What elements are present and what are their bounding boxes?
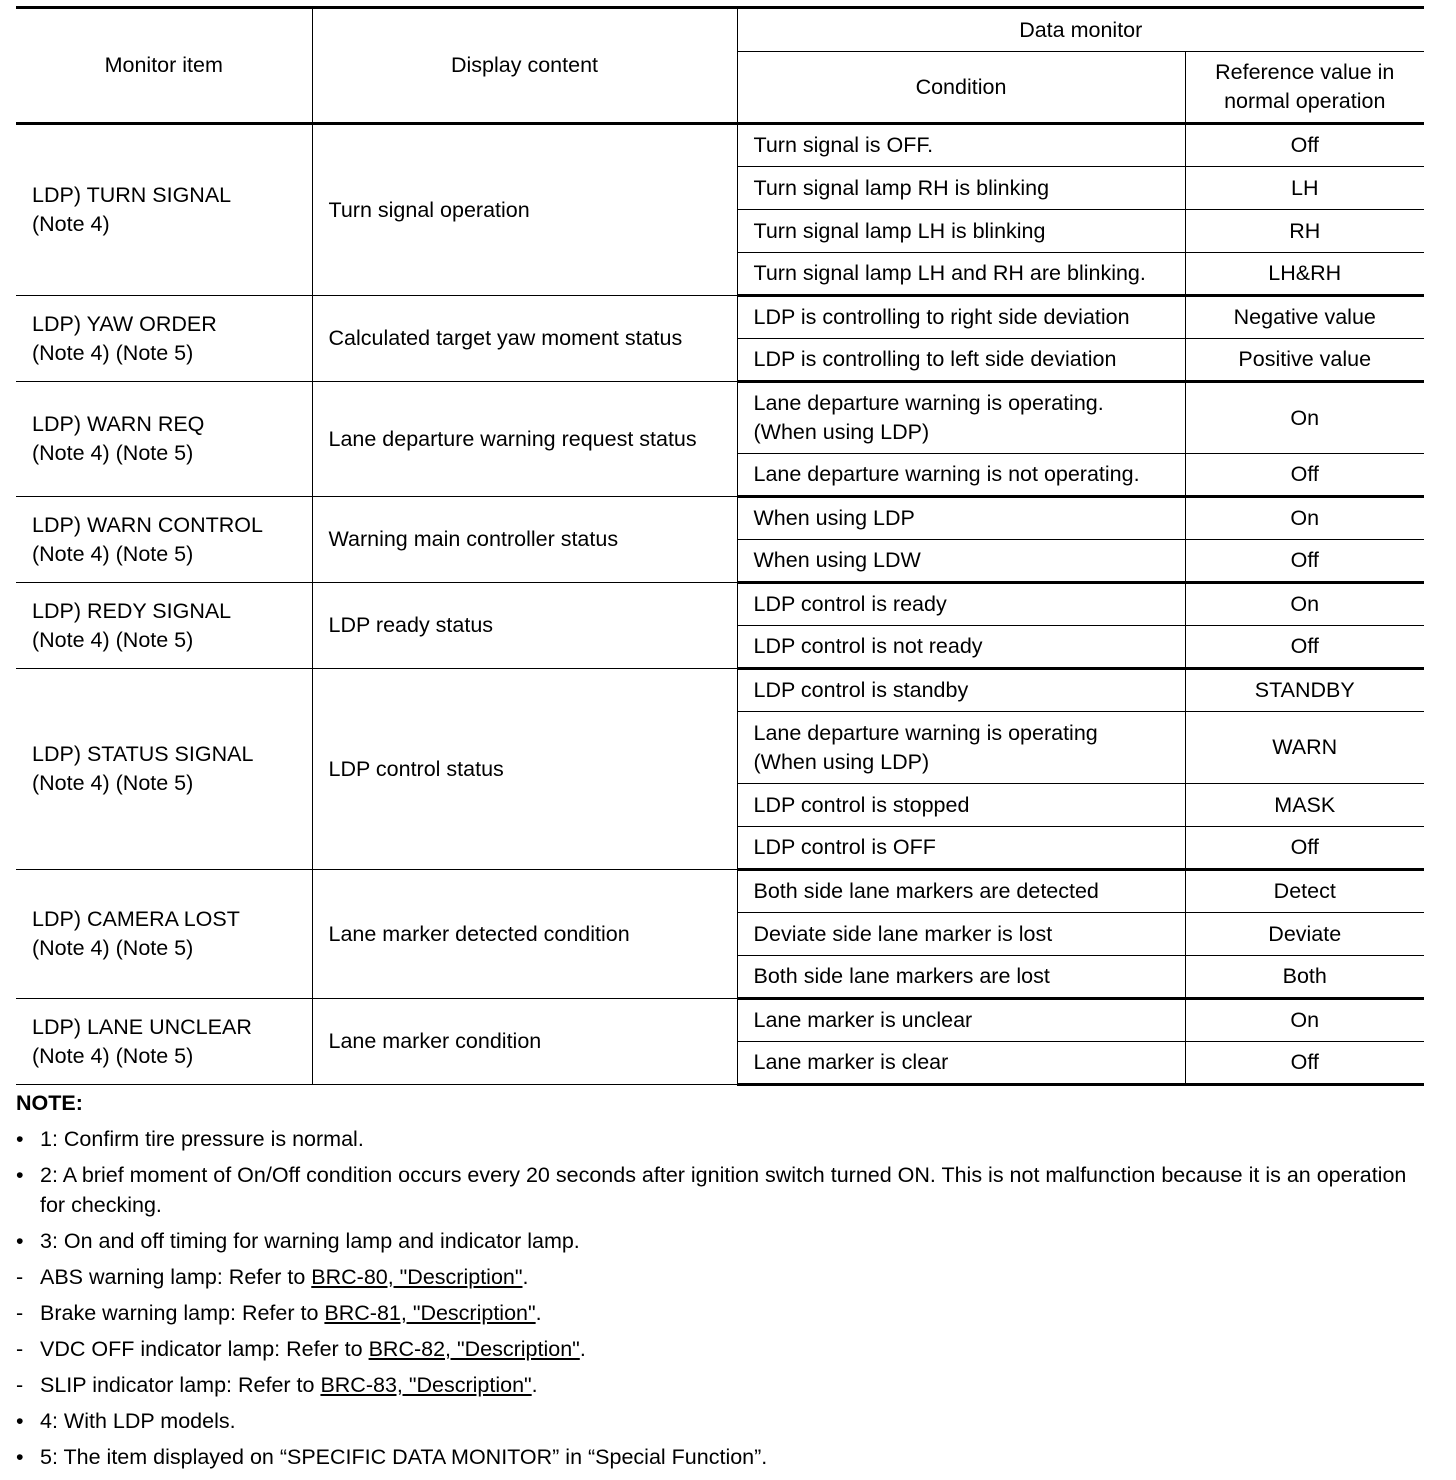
dash-mark: - [16,1337,24,1361]
condition-cell: When using LDW [737,540,1185,583]
condition-cell [737,712,1185,784]
condition-cell: Turn signal lamp LH is blinking [737,210,1185,253]
monitor-item-notes: (Note 4) (Note 5) [32,340,194,365]
reference-value-cell: RH [1185,210,1424,253]
reference-value-cell: On [1185,497,1424,540]
notes-section [16,1088,1436,1478]
note-text: VDC OFF indicator lamp: Refer to [40,1337,369,1361]
table-row [16,999,1424,1042]
reference-value-cell: WARN [1185,712,1424,784]
display-content-cell: Lane marker condition [312,999,737,1085]
monitor-item-cell [16,870,312,999]
note-item [16,1226,1436,1256]
monitor-item-notes: (Note 4) (Note 5) [32,541,194,566]
condition-cell: Lane marker is clear [737,1042,1185,1085]
table-row [16,583,1424,626]
monitor-item-cell [16,124,312,296]
condition-line: (When using LDP) [753,749,930,774]
header-data-monitor: Data monitor [737,8,1424,52]
condition-cell: Both side lane markers are lost [737,956,1185,999]
condition-cell: Lane departure warning is not operating. [737,454,1185,497]
condition-cell: When using LDP [737,497,1185,540]
reference-value-cell: Both [1185,956,1424,999]
note-subitem [16,1262,1436,1292]
period: . [535,1301,542,1325]
monitor-item-name: LDP) LANE UNCLEAR [32,1014,252,1039]
monitor-item-notes: (Note 4) (Note 5) [32,1043,194,1068]
note-subitem [16,1334,1436,1364]
condition-cell [737,382,1185,454]
condition-line: (When using LDP) [753,420,930,444]
brc-83-link[interactable]: BRC-83, "Description" [320,1373,532,1397]
condition-cell: Deviate side lane marker is lost [737,913,1185,956]
condition-cell: LDP control is OFF [737,827,1185,870]
table-row [16,497,1424,540]
monitor-item-name: LDP) STATUS SIGNAL [32,742,254,766]
note-text: 2: A brief moment of On/Off condition occurs every 20 seconds after ignition switch turned ON. This is not malfunction because it is an operation for checking. [40,1163,1407,1217]
brc-82-link[interactable]: BRC-82, "Description" [368,1337,580,1361]
note-text: SLIP indicator lamp: Refer to [40,1373,321,1397]
condition-cell: Lane marker is unclear [737,999,1185,1042]
display-content-cell: Calculated target yaw moment status [312,296,737,382]
monitor-item-name: LDP) REDY SIGNAL [32,598,232,623]
reference-value-cell: On [1185,999,1424,1042]
reference-value-cell: Positive value [1185,339,1424,382]
reference-value-cell: On [1185,583,1424,626]
notes-list [16,1124,1436,1472]
dash-mark: - [16,1373,24,1397]
reference-value-cell: On [1185,382,1424,454]
display-content-cell: Warning main controller status [312,497,737,583]
monitor-item-notes: (Note 4) (Note 5) [32,627,194,652]
condition-cell: Both side lane markers are detected [737,870,1185,913]
note-subitem [16,1370,1436,1400]
display-content-cell: Lane marker detected condition [312,870,737,999]
note-text: 1: Confirm tire pressure is normal. [40,1127,364,1151]
dash-mark: - [16,1301,24,1325]
data-monitor-table [16,6,1424,1086]
table-row [16,382,1424,454]
monitor-item-cell [16,999,312,1085]
reference-value-cell: Off [1185,626,1424,669]
header-display-content: Display content [312,8,737,124]
condition-cell: LDP is controlling to left side deviation [737,339,1185,382]
bullet-mark: • [16,1229,24,1253]
reference-value-cell: LH [1185,167,1424,210]
note-item [16,1160,1436,1220]
monitor-item-cell [16,669,312,870]
table-row [16,296,1424,339]
reference-value-cell: Off [1185,1042,1424,1085]
bullet-mark: • [16,1445,24,1469]
note-item [16,1442,1436,1472]
note-text: 4: With LDP models. [40,1409,236,1433]
condition-line: Lane departure warning is operating [753,720,1098,745]
period: . [579,1337,586,1361]
reference-value-cell: Off [1185,454,1424,497]
note-item [16,1124,1436,1154]
monitor-item-name: LDP) CAMERA LOST [32,907,240,931]
brc-81-link[interactable]: BRC-81, "Description" [324,1301,536,1325]
condition-cell: Turn signal is OFF. [737,124,1185,167]
brc-80-link[interactable]: BRC-80, "Description" [311,1265,523,1289]
period: . [531,1373,538,1397]
condition-cell: Turn signal lamp RH is blinking [737,167,1185,210]
monitor-item-cell [16,583,312,669]
monitor-item-cell [16,497,312,583]
monitor-item-name: LDP) WARN CONTROL [32,512,263,537]
reference-value-cell: Negative value [1185,296,1424,339]
note-text: ABS warning lamp: Refer to [40,1265,312,1289]
monitor-item-cell [16,296,312,382]
monitor-item-notes: (Note 4) (Note 5) [32,771,194,795]
bullet-mark: • [16,1409,24,1433]
monitor-item-cell [16,382,312,497]
monitor-item-notes: (Note 4) (Note 5) [32,441,194,465]
bullet-mark: • [16,1163,24,1187]
reference-value-cell: Deviate [1185,913,1424,956]
note-item [16,1406,1436,1436]
condition-cell: LDP is controlling to right side deviation [737,296,1185,339]
table-header [16,8,1424,124]
monitor-item-notes: (Note 4) [32,212,110,236]
condition-cell: Turn signal lamp LH and RH are blinking. [737,253,1185,296]
reference-value-cell: LH&RH [1185,253,1424,296]
monitor-item-notes: (Note 4) (Note 5) [32,936,194,960]
header-condition: Condition [737,52,1185,124]
table-row [16,124,1424,167]
notes-title: NOTE: [16,1091,83,1115]
note-text: 5: The item displayed on “SPECIFIC DATA MONITOR” in “Special Function”. [40,1445,768,1469]
reference-value-cell: Off [1185,124,1424,167]
condition-cell: LDP control is stopped [737,784,1185,827]
monitor-item-name: LDP) TURN SIGNAL [32,183,232,207]
table-row [16,669,1424,712]
dash-mark: - [16,1265,24,1289]
period: . [522,1265,529,1289]
display-content-cell: Lane departure warning request status [312,382,737,497]
note-text: 3: On and off timing for warning lamp and indicator lamp. [40,1229,580,1253]
reference-value-cell: Off [1185,827,1424,870]
display-content-cell: LDP ready status [312,583,737,669]
condition-cell: LDP control is ready [737,583,1185,626]
reference-value-cell: Detect [1185,870,1424,913]
condition-cell: LDP control is standby [737,669,1185,712]
note-text: Brake warning lamp: Refer to [40,1301,325,1325]
reference-value-cell: MASK [1185,784,1424,827]
monitor-item-name: LDP) YAW ORDER [32,311,217,336]
display-content-cell: Turn signal operation [312,124,737,296]
condition-cell: LDP control is not ready [737,626,1185,669]
note-subitem [16,1298,1436,1328]
reference-value-cell: Off [1185,540,1424,583]
header-monitor-item: Monitor item [16,8,312,124]
header-reference-value: Reference value in normal operation [1185,52,1424,124]
table-row [16,870,1424,913]
condition-line: Lane departure warning is operating. [753,391,1104,415]
reference-value-cell: STANDBY [1185,669,1424,712]
monitor-item-name: LDP) WARN REQ [32,412,205,436]
display-content-cell: LDP control status [312,669,737,870]
bullet-mark: • [16,1127,24,1151]
